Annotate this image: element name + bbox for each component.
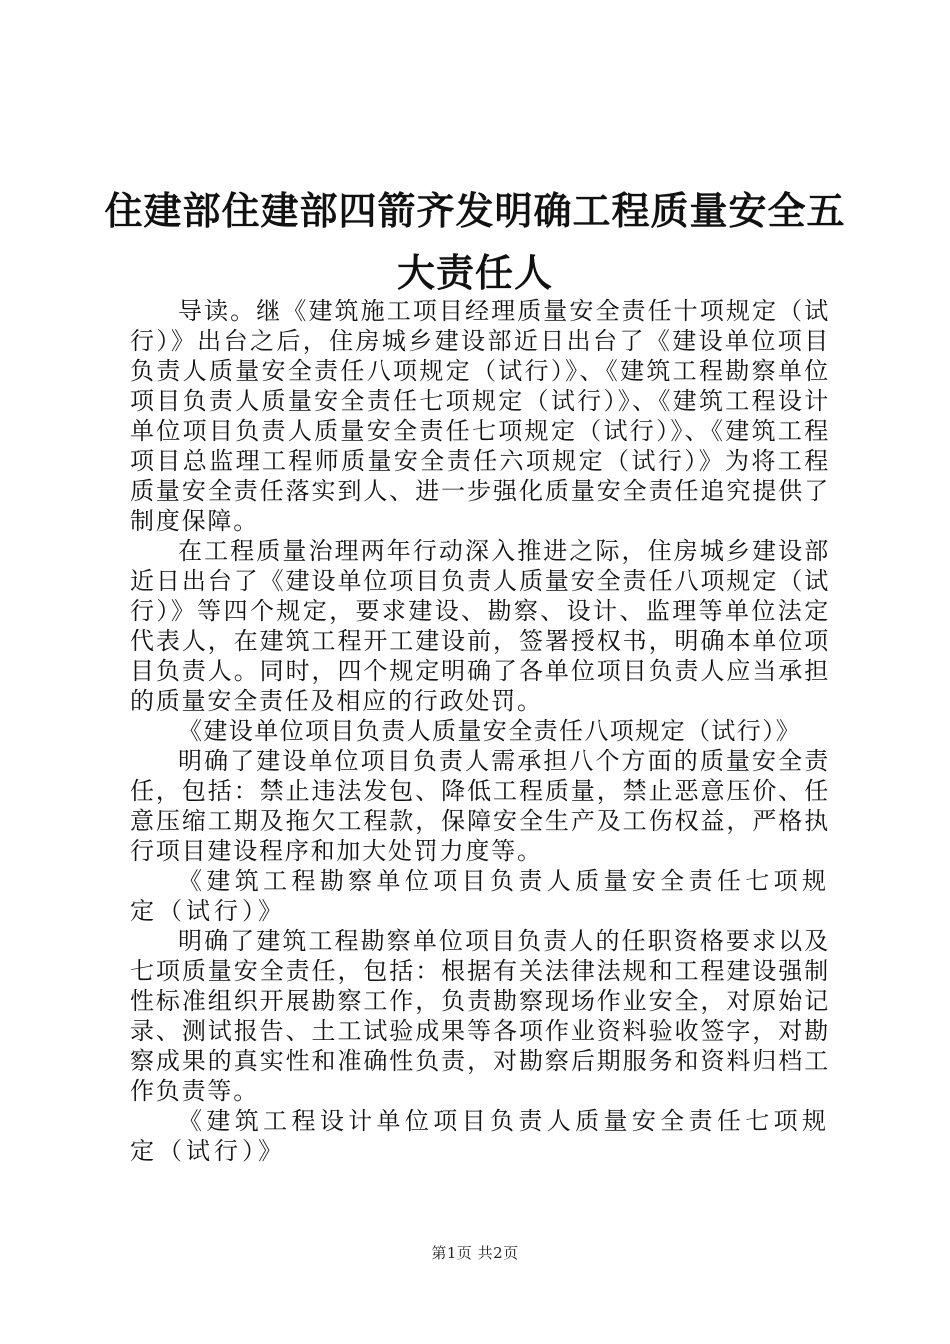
page-footer	[0, 1243, 950, 1263]
section-heading-design-unit: 《建筑工程设计单位项目负责人质量安全责任七项规定（试行）》	[130, 1107, 830, 1165]
paragraph-survey-unit: 明确了建筑工程勘察单位项目负责人的任职资格要求以及七项质量安全责任，包括：根据有关法律法规和工程建设强制性标准组织开展勘察工作，负责勘察现场作业安全，对原始记录、测试报告、土工试验成果等各项作业资料验收签字，对勘察成果的真实性和准确性负责，对勘察后期服务和资料归档工作负责等。	[130, 927, 830, 1105]
document-body	[130, 296, 830, 1166]
document-title: 住建部住建部四箭齐发明确工程质量安全五大责任人	[104, 188, 846, 295]
page-indicator: 第1页 共2页	[431, 1244, 519, 1262]
section-heading-survey-unit: 《建筑工程勘察单位项目负责人质量安全责任七项规定（试行）》	[130, 867, 830, 925]
paragraph-construction-unit: 明确了建设单位项目负责人需承担八个方面的质量安全责任，包括：禁止违法发包、降低工程质量，禁止恶意压价、任意压缩工期及拖欠工程款，保障安全生产及工伤权益，严格执行项目建设程序和加大处罚力度等。	[130, 747, 830, 865]
section-heading-construction-unit: 《建设单位项目负责人质量安全责任八项规定（试行）》	[178, 717, 801, 745]
paragraph-intro: 导读。继《建筑施工项目经理质量安全责任十项规定（试行）》出台之后，住房城乡建设部近日出台了《建设单位项目负责人质量安全责任八项规定（试行）》、《建筑工程勘察单位项目负责人质量安全责任七项规定（试行）》、《建筑工程设计单位项目负责人质量安全责任七项规定（试行）》、《建筑工程项目总监理工程师质量安全责任六项规定（试行）》为将工程质量安全责任落实到人、进一步强化质量安全责任追究提供了制度保障。	[130, 297, 830, 535]
paragraph-background: 在工程质量治理两年行动深入推进之际，住房城乡建设部近日出台了《建设单位项目负责人质量安全责任八项规定（试行）》等四个规定，要求建设、勘察、设计、监理等单位法定代表人，在建筑工程开工建设前，签署授权书，明确本单位项目负责人。同时，四个规定明确了各单位项目负责人应当承担的质量安全责任及相应的行政处罚。	[130, 537, 830, 715]
